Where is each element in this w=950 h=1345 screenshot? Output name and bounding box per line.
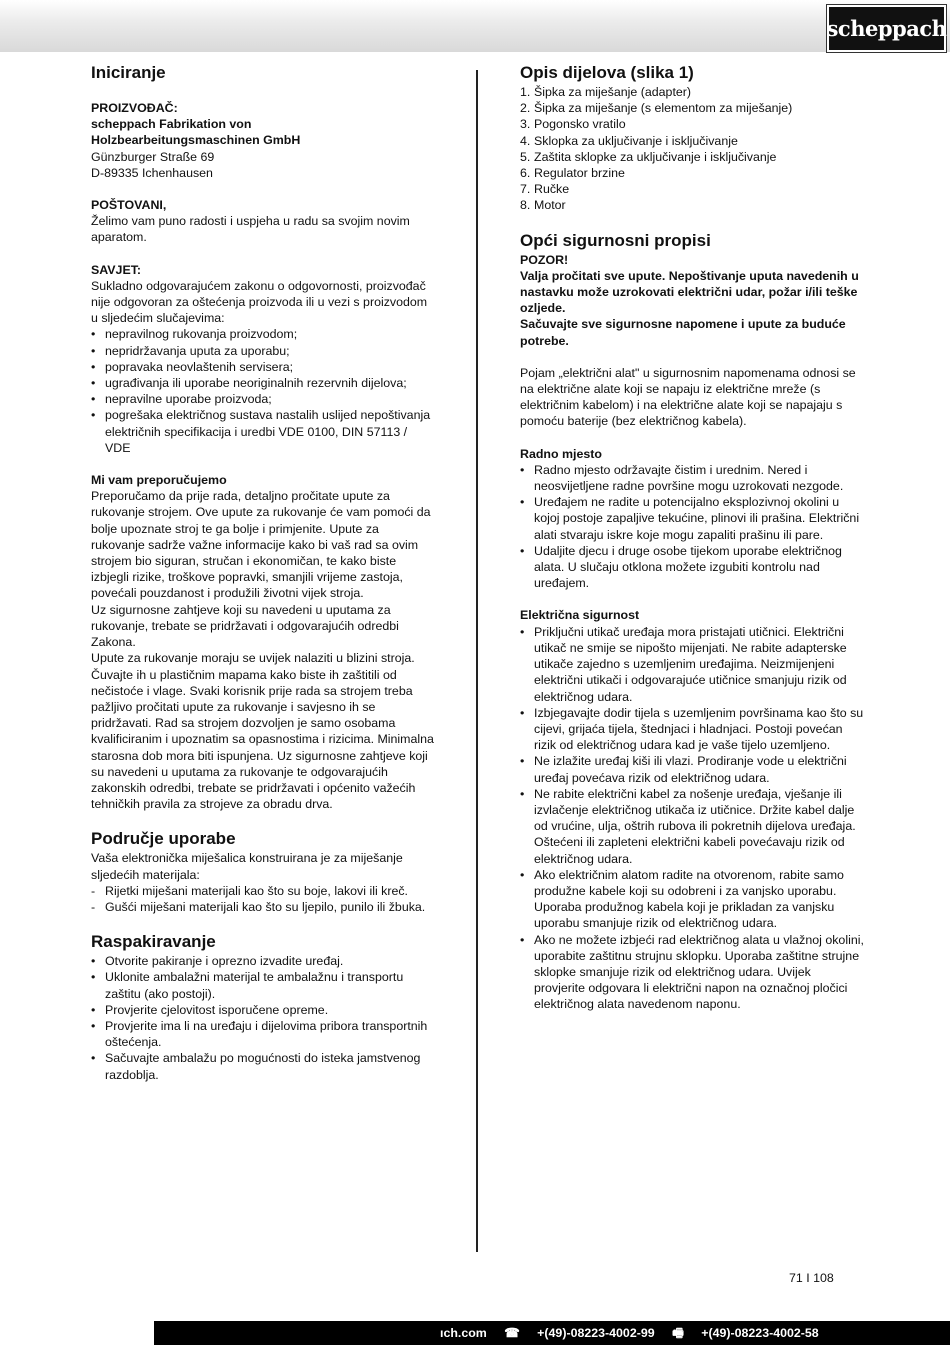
column-divider [476, 70, 478, 1252]
list-item: • popravaka neovlaštenih servisera; [91, 359, 436, 375]
list-item: • Ako ne možete izbjeći rad električnog alata u vlažnoj okolini, uporabite zaštitnu strujnu sklopku. Uporaba zaštitne strujne sklopke smanjuje rizik od električnog udara. Uvijek provjerite odgovara li električni napon na označnoj pločici električnog alata navedenom naponu. [520, 932, 865, 1013]
brand-logo [827, 5, 946, 52]
list-item: • Uređajem ne radite u potencijalno eksplozivnoj okolini u kojoj postoje zapaljive tekućine, plinovi ili prašina. Električni alati stvaraju iskre koje mogu zapaliti prašinu ili pare. [520, 494, 865, 543]
list-item: • Otvorite pakiranje i oprezno izvadite uređaj. [91, 953, 436, 969]
list-item: • Udaljite djecu i druge osobe tijekom uporabe električnog alata. U slučaju otklona možete izgubiti kontrolu nad uređajem. [520, 543, 865, 592]
part-label: Regulator brzine [534, 166, 625, 181]
part-label: Zaštita sklopke za uključivanje i isključivanje [534, 149, 777, 164]
list-item: • Ako električnim alatom radite na otvorenom, rabite samo produžne kabele koji su odobreni i za vanjsko uporabu. Uporaba produžnog kabela koji je prikladan za vanjsku uporabu smanjuje rizik od električnog udara. [520, 867, 865, 932]
section-title-safety: Opći sigurnosni propisi [520, 230, 711, 250]
list-item: • nepravilne uporabe proizvoda; [91, 391, 436, 407]
dear-heading: POŠTOVANI, [91, 198, 167, 213]
footer-blank [0, 1321, 154, 1345]
recommend-paragraph-2: Uz sigurnosne zahtjeve koji su navedeni u uputama za rukovanje, trebate se pridržavati i odgovarajućih odredbi Zakona. [91, 602, 399, 650]
section-title-intro: Iniciranje [91, 63, 166, 82]
recommend-heading: Mi vam preporučujemo [91, 473, 227, 488]
list-item: • Uklonite ambalažni materijal te ambalažnu i transportu zaštitu (ako postoji). [91, 969, 436, 1001]
section-title-usage: Područje uporabe [91, 829, 236, 849]
safety-text: Pojam „električni alat" u sigurnosnim napomenama odnosi se na električne alate koji se napaju iz električne mreže (s električnim kabelom) i na električne alate koji se napajaju s pomoću baterije (bez električnog kabela). [520, 365, 856, 429]
list-item [520, 181, 865, 197]
list-item [520, 149, 865, 165]
footer-fax: +(49)-08223-4002-58 [701, 1326, 819, 1340]
recommend-paragraph-3: Upute za rukovanje moraju se uvijek nalaziti u blizini stroja. Čuvajte ih u plastičnim mapama kako biste ih zaštitili od nečistoće i vlage. Svaki korisnik prije rada sa strojem treba pažljivo pročitati upute za rukovanje i savjesno ih se pridržavati. Rad sa strojem dozvoljen je samo osobama kvalificiranim i upoznatim sa opasnostima i rizicima. Minimalna starosna dob mora biti ispunjena. Uz sigurnosne zahtjeve koji su navedeni u uputama za rukovanje te odgovarajućih zakonskih odredbi, trebate se pridržavati i općenito važećih tehničkih pravila za strojeve za obradu drva. [91, 651, 434, 812]
address-city: D-89335 Ichenhausen [91, 165, 213, 180]
part-number: 7. [520, 182, 531, 197]
list-item: • Ne rabite električni kabel za nošenje uređaja, vješanje ili izvlačenje električnog utikača iz utičnice. Držite kabel dalje od vrućine, ulja, oštrih rubova ili pokretnih dijelova uređaja. Oštećeni ili zapleteni električni kabeli povećavaju rizik od električnog udara. [520, 786, 865, 867]
footer-bar [0, 1321, 950, 1345]
part-number: 4. [520, 133, 531, 148]
fax-icon: 🖷 [672, 1326, 684, 1340]
part-label: Ručke [534, 182, 570, 197]
part-label: Šipka za miješanje (adapter) [534, 85, 692, 99]
list-item [520, 100, 865, 116]
list-item: • Sačuvajte ambalažu po mogućnosti do isteka jamstvenog razdoblja. [91, 1050, 436, 1082]
dear-text: Želimo vam puno radosti i uspjeha u radu sa svojim novim aparatom. [91, 214, 410, 245]
list-item [520, 116, 865, 132]
manufacturer-name-line2: Holzbearbeitungsmaschinen GmbH [91, 133, 301, 148]
list-item: • Ne izlažite uređaj kiši ili vlazi. Prodiranje vode u električni uređaj povećava rizik od električnog udara. [520, 753, 865, 785]
section-title-parts: Opis dijelova (slika 1) [520, 63, 694, 82]
part-label: Sklopka za uključivanje i isključivanje [534, 133, 738, 148]
usage-list [91, 883, 436, 915]
part-number: 8. [520, 198, 531, 213]
part-number: 5. [520, 149, 531, 164]
page-number: 71 I 108 [789, 1271, 834, 1285]
advice-heading: SAVJET: [91, 262, 142, 277]
usage-text: Vaša elektronička miješalica konstruirana je za miješanje sljedećih materijala: [91, 851, 403, 882]
list-item: • Provjerite cjelovitost isporučene opreme. [91, 1002, 436, 1018]
brand-logo-text: scheppach [826, 16, 947, 41]
advice-text: Sukladno odgovarajućem zakonu o odgovornosti, proizvođač nije odgovoran za oštećenja proizvoda ili u vezi s proizvodom u sljedećim slučajevima: [91, 278, 428, 326]
left-column [91, 62, 436, 1083]
list-item: • nepravilnog rukovanja proizvodom; [91, 326, 436, 342]
part-number: 2. [520, 101, 531, 116]
phone-icon: ☎ [504, 1326, 520, 1340]
workplace-heading: Radno mjesto [520, 446, 602, 461]
list-item [520, 165, 865, 181]
part-number: 6. [520, 166, 531, 181]
electric-list [520, 624, 865, 1013]
list-item: • pogrešaka električnog sustava nastalih uslijed nepoštivanja električnih specifikacija i uredbi VDE 0100, DIN 57113 / VDE [91, 407, 436, 456]
address-street: Günzburger Straße 69 [91, 149, 215, 164]
list-item: • Provjerite ima li na uređaju i dijelovima pribora transportnih oštećenja. [91, 1018, 436, 1050]
footer-phone: +(49)-08223-4002-99 [537, 1326, 655, 1340]
list-item: • Priključni utikač uređaja mora pristajati utičnici. Električni utikač ne smije se nipošto mijenjati. Ne rabite adapterske utikače zajedno s uzemljenim uređajima. Neizmijenjeni električni utikači i odgovarajuće utičnice smanjuju rizik od električnog udara. [520, 624, 865, 705]
list-item [520, 133, 865, 149]
safety-warning-1: Valja pročitati sve upute. Nepoštivanje uputa navedenih u nastavku može uzrokovati električni udar, požar i/ili teške ozljede. [520, 268, 859, 316]
list-item [520, 84, 865, 100]
part-label: Pogonsko vratilo [534, 117, 626, 132]
electric-heading: Električna sigurnost [520, 608, 640, 623]
safety-warning-2: Sačuvajte sve sigurnosne napomene i upute za buduće potrebe. [520, 317, 846, 348]
advice-list [91, 326, 436, 456]
part-label: Šipka za miješanje (s elementom za miješanje) [534, 101, 793, 116]
recommend-paragraph-1: Preporučamo da prije rada, detaljno pročitate upute za rukovanje strojem. Ove upute za rukovanje će vam pomoći da bolje upoznate stroj te ga bolje i primjenite. Upute za rukovanje sadrže važne informacije kako bi vaš rad sa ovim strojem bio siguran, stručan i ekonomičan, te kako biste izbjegli rizike, troškove popravki, smanjili vrijeme zastoja, povećali pouzdanost i produžili životni vijek stroja. [91, 489, 431, 601]
part-number: 3. [520, 117, 531, 132]
manufacturer-heading: PROIZVOĐAČ: [91, 101, 178, 115]
list-item: • nepridržavanja uputa za uporabu; [91, 343, 436, 359]
footer-contact [440, 1324, 833, 1345]
list-item: • Radno mjesto održavajte čistim i urednim. Nered i neosvijetljene radne površine mogu uzrokovati nezgode. [520, 462, 865, 494]
part-label: Motor [534, 198, 566, 213]
list-item: • ugrađivanja ili uporabe neoriginalnih rezervnih dijelova; [91, 375, 436, 391]
header-bar [0, 0, 950, 52]
list-item [520, 197, 865, 213]
safety-attention: POZOR! [520, 252, 569, 267]
section-title-unpacking: Raspakiravanje [91, 932, 216, 952]
list-item: • Izbjegavajte dodir tijela s uzemljenim površinama kao što su cijevi, grijaća tijela, štednjaci i hladnjaci. Postoji povećan rizik od električnog udara kad je vaše tijelo uzemljeno. [520, 705, 865, 754]
footer-web: ıch.com [440, 1326, 487, 1340]
right-column [520, 62, 865, 1013]
list-item: - Rijetki miješani materijali kao što su boje, lakovi ili kreč. [91, 883, 436, 899]
part-number: 1. [520, 85, 531, 99]
workplace-list [520, 462, 865, 592]
list-item: - Gušći miješani materijali kao što su ljepilo, punilo ili žbuka. [91, 899, 436, 915]
unpack-list [91, 953, 436, 1083]
manufacturer-name-line1: scheppach Fabrikation von [91, 117, 252, 132]
parts-list [520, 84, 865, 214]
